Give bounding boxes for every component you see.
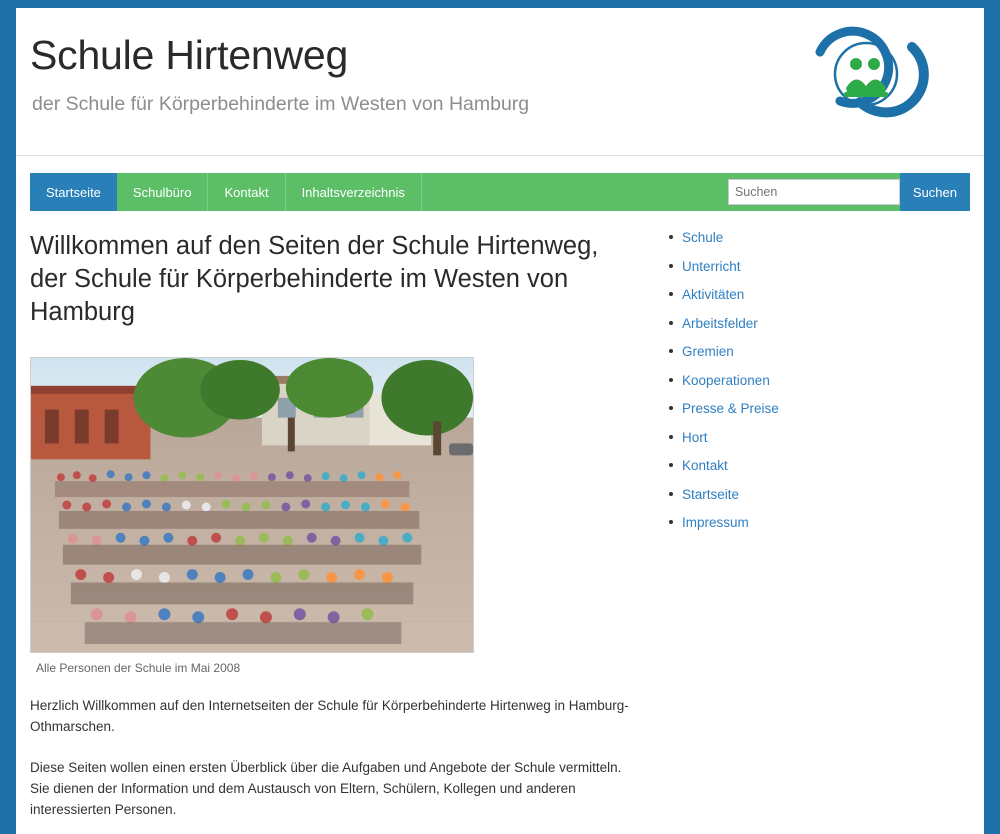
nav-item-label: Startseite — [46, 184, 101, 200]
nav-item-startseite[interactable] — [30, 173, 117, 211]
list-item — [682, 372, 970, 390]
sidebar-item-presse-preise[interactable]: Presse & Preise — [682, 401, 779, 416]
nav-item-schulbuero[interactable] — [117, 173, 209, 211]
school-photo-block — [30, 357, 474, 675]
list-item — [682, 429, 970, 447]
search-button[interactable]: Suchen — [900, 173, 970, 211]
sidebar — [660, 211, 970, 820]
list-item — [682, 486, 970, 504]
nav-item-label: Schulbüro — [132, 184, 192, 200]
sidebar-item-schule[interactable]: Schule — [682, 230, 724, 245]
sidebar-item-kooperationen[interactable]: Kooperationen — [682, 372, 770, 388]
main-column — [30, 211, 660, 820]
search-input[interactable] — [728, 179, 900, 205]
page-body — [16, 211, 984, 820]
list-item — [682, 343, 970, 361]
nav-item-kontakt[interactable] — [208, 173, 285, 211]
sidebar-item-hort[interactable]: Hort — [682, 429, 708, 445]
photo-caption: Alle Personen der Schule im Mai 2008 — [36, 661, 241, 675]
sidebar-item-kontakt[interactable]: Kontakt — [682, 458, 728, 473]
page-frame-right — [984, 0, 1000, 834]
site-header — [16, 8, 984, 156]
nav-item-label: Inhaltsverzeichnis — [301, 184, 405, 200]
page-frame-left — [0, 0, 16, 834]
sidebar-menu — [660, 229, 970, 532]
sidebar-item-impressum[interactable]: Impressum — [682, 515, 749, 530]
list-item — [682, 258, 970, 276]
sidebar-item-aktivitaeten[interactable]: Aktivitäten — [682, 287, 745, 302]
page-title: Willkommen auf den Seiten der Schule Hirtenweg, der Schule für Körperbehinderte im Westen von Hamburg — [30, 232, 599, 326]
list-item — [682, 457, 970, 475]
intro-paragraph-2: Diese Seiten wollen einen ersten Überblick über die Aufgaben und Angebote der Schule vermitteln. Sie dienen der Information und dem Austausch von Eltern, Schülern, Kollegen und anderen interessierten Personen. — [30, 760, 622, 817]
school-group-photo — [30, 357, 474, 653]
site-title: Schule Hirtenweg — [30, 32, 349, 78]
school-logo[interactable] — [800, 22, 952, 122]
sidebar-item-gremien[interactable]: Gremien — [682, 344, 734, 359]
list-item — [682, 229, 970, 247]
search-area — [728, 173, 970, 211]
nav-item-label: Kontakt — [224, 184, 269, 200]
sidebar-item-startseite[interactable]: Startseite — [682, 486, 740, 502]
sidebar-item-arbeitsfelder[interactable]: Arbeitsfelder — [682, 315, 758, 331]
list-item — [682, 400, 970, 418]
nav-item-inhaltsverzeichnis[interactable] — [286, 173, 422, 211]
sidebar-item-unterricht[interactable]: Unterricht — [682, 258, 741, 274]
list-item — [682, 315, 970, 333]
page-content — [16, 8, 984, 834]
page-frame-top — [0, 0, 1000, 8]
intro-paragraph-1: Herzlich Willkommen auf den Internetseiten der Schule für Körperbehinderte Hirtenweg in Hamburg-Othmarschen. — [30, 698, 629, 734]
list-item — [682, 286, 970, 304]
main-navigation — [30, 173, 970, 211]
list-item — [682, 514, 970, 532]
site-subtitle: der Schule für Körperbehinderte im Westen von Hamburg — [32, 93, 530, 115]
